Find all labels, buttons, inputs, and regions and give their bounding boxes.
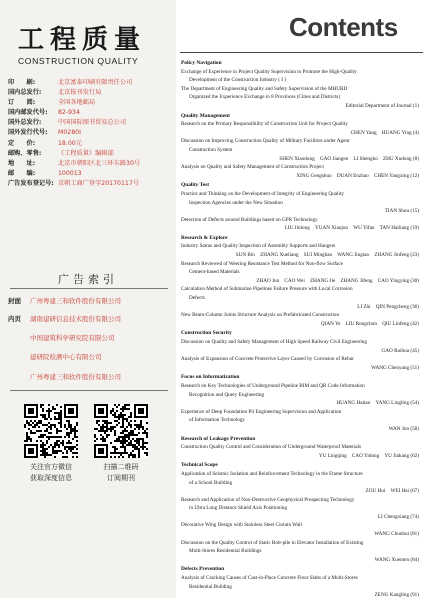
toc-entry-authors: CHEN Yang HUANG Ying (4): [350, 129, 419, 136]
ad-index-value: 广州粤建三和软件股份有限公司: [30, 297, 121, 305]
toc-entry[interactable]: [181, 382, 421, 408]
qr-caption-wechat: 关注官方微信 获取深度信息: [30, 463, 72, 482]
ad-index-row: [8, 333, 115, 342]
toc-entry-authors: WANG Xuemen (84): [374, 556, 419, 563]
toc-entry[interactable]: [181, 443, 421, 460]
toc-section-heading: Quality Management: [181, 112, 230, 119]
publication-label: 邮购、零售:: [8, 149, 42, 157]
table-of-contents: [181, 58, 421, 600]
toc-entry[interactable]: [181, 242, 421, 259]
toc-entry[interactable]: [181, 521, 421, 538]
logo-chinese: 工程质量: [18, 25, 147, 55]
toc-entry-authors: WANG Chunhui (81): [374, 531, 419, 538]
publication-label: 国内总发行:: [8, 89, 42, 97]
toc-section-heading: Defects Prevention: [181, 566, 225, 573]
toc-entry[interactable]: [181, 574, 421, 600]
divider: [10, 288, 168, 289]
toc-entry-authors: GAO Ruihua (45): [381, 347, 419, 354]
toc-entry-authors: XING Gengshun DUAN Enzhao CHEN Yangxing (12): [296, 172, 419, 179]
publication-label: 订 阅:: [8, 99, 36, 107]
toc-entry[interactable]: [181, 311, 421, 328]
toc-entry-title: Construction Quality Control and Consideration of Underground Waterproof Materials: [181, 444, 362, 451]
toc-entry[interactable]: [181, 470, 421, 496]
toc-entry-title: Research Reviewed of Weering Resistance Test Method for Non-flow Surface: [181, 260, 343, 267]
publication-row: [8, 128, 174, 138]
toc-entry-title: Industry Status and Quality Inspection of Assembly Supports and Hangers: [181, 243, 336, 250]
toc-entry-title: of Information Technology: [189, 417, 246, 424]
publication-value: 北京市朝阳区北三环东路30号: [58, 159, 141, 167]
toc-entry-title: Discussion on the Quality Control of Static Bolt-pile in Elevator Installation of Existing: [181, 539, 364, 546]
toc-entry[interactable]: [181, 68, 421, 85]
publication-row: [8, 108, 174, 118]
toc-entry-title: Analysis of Expansion of Concrete Protective Layer Caused by Corrosion of Rebar: [181, 356, 354, 363]
publication-row: [8, 78, 174, 88]
toc-entry-authors: ZENG Kangling (91): [374, 592, 419, 599]
ad-index-row: [8, 296, 121, 305]
publication-label: 国内邮发代号:: [8, 109, 48, 117]
toc-entry-title: of a School Building: [189, 479, 233, 486]
publication-row: [8, 88, 174, 98]
toc-entry[interactable]: [181, 85, 421, 111]
toc-section-heading: Construction Security: [181, 330, 232, 337]
toc-entry-authors: TIAN Shou (15): [384, 208, 419, 215]
publication-value: 100013: [58, 169, 82, 177]
publication-value: 18.00元: [58, 139, 82, 147]
publication-row: [8, 179, 174, 189]
publication-value: 北京富泰印刷有限责任公司: [58, 79, 133, 86]
masthead-column: [0, 0, 176, 598]
toc-entry[interactable]: [181, 190, 421, 216]
toc-entry-authors: QIAN Ye LIU Rongchun QIU Linfeng (42): [320, 320, 419, 327]
toc-entry-title: Research and Application of Non-Destructive Geophysical Prospecting Technology: [181, 496, 355, 503]
toc-entry-title: Residential Building: [189, 583, 232, 590]
toc-entry-title: Exchange of Experience in Project Quality Supervision to Promote the High-Quality: [181, 68, 357, 75]
toc-entry-authors: HUANG Haitao YANG Lingling (54): [336, 400, 419, 407]
toc-entry-title: Defects: [189, 295, 205, 302]
ad-index-value: 中国建筑科学研究院有限公司: [30, 334, 115, 342]
toc-entry[interactable]: [181, 285, 421, 311]
toc-entry-title: New Beam-Column Joints Structure Analysis on Prefabricated Construction: [181, 312, 340, 319]
ad-index-label: 内页: [8, 315, 21, 323]
toc-entry-title: Calculation Method of Submarine Pipelines Failure Pressure with Local Corrosion: [181, 286, 353, 293]
publication-label: 国外发行代号:: [8, 129, 48, 137]
toc-entry[interactable]: [181, 539, 421, 565]
ad-index-value: 广州粤建三和软件股份有限公司: [30, 373, 121, 381]
publication-row: [8, 139, 174, 149]
publication-label: 地 址:: [8, 159, 36, 167]
ad-index-row: [8, 352, 102, 361]
toc-entry-title: Analysis on Quality and Safety Management of Construction Project: [181, 164, 324, 171]
toc-entry-title: The Department of Engineering Quality and Safety Supervision of the MHURD: [181, 85, 348, 92]
divider: [180, 52, 423, 53]
toc-entry-title: Practice and Thinking on the Development of Integrity of Engineering Quality: [181, 190, 344, 197]
toc-entry-authors: WANG Chenyang (51): [371, 364, 419, 371]
toc-entry-title: Analysis of Cracking Causes of Cast-in-Place Concrete Floor Slabs of a Multi-Stores: [181, 575, 358, 582]
publication-value: 《工程质量》编辑部: [58, 149, 114, 157]
contents-column: [176, 0, 427, 598]
publication-label: 邮 编:: [8, 169, 36, 177]
publication-value: 中国国际图书贸易总公司: [58, 119, 127, 127]
publication-row: [8, 169, 174, 179]
toc-entry[interactable]: [181, 338, 421, 355]
toc-entry-authors: ZOU Hui WEI Hai (67): [365, 488, 419, 495]
ad-index-row: [8, 314, 121, 323]
publication-label: 定 价:: [8, 139, 36, 147]
toc-entry-title: Detection of Defects around Buildings based on GPR Technology: [181, 216, 318, 223]
publication-row: [8, 98, 174, 108]
toc-entry[interactable]: [181, 408, 421, 434]
toc-entry[interactable]: [181, 355, 421, 372]
toc-section-heading: Quality Test: [181, 182, 210, 189]
toc-entry-authors: Editorial Department of Journal (1): [345, 102, 419, 109]
toc-entry-authors: LIU Jinlong YUAN Xiaojun WU Yifan TAN Hailiang (19): [284, 225, 419, 232]
toc-entry-title: Multi-Stores Residential Buildings: [189, 548, 262, 555]
logo-english: CONSTRUCTION QUALITY: [18, 56, 139, 66]
toc-entry-title: Cement-based Materials: [189, 269, 240, 276]
ad-index-heading: 广告索引: [58, 273, 118, 286]
toc-entry[interactable]: [181, 216, 421, 233]
publication-row: [8, 118, 174, 128]
ad-index-value: 建研院检测中心有限公司: [30, 353, 102, 361]
ad-index-value: 湖南建研信息技术股份有限公司: [30, 315, 121, 323]
toc-entry-authors: YU Lingqing CAO Yidong YU Jiakang (62): [318, 452, 419, 459]
toc-entry-title: Decorative Wing Design with Stainless Steel Curtain Wall: [181, 522, 302, 529]
publication-row: [8, 159, 174, 169]
toc-entry-title: Development of the Construction Industry ( I ): [189, 77, 286, 84]
publication-label: 广告发布登记号:: [8, 179, 54, 187]
toc-entry-title: Discussion on Improving Construction Quality of Military Facilities under Agent: [181, 138, 350, 145]
toc-entry[interactable]: [181, 260, 421, 286]
publication-value: M0280I: [58, 129, 81, 137]
publication-label: 国外总发行:: [8, 119, 42, 127]
publication-value: 京朝工商广登字20170117号: [58, 179, 139, 187]
toc-entry-authors: LI Zhi QIN Pengcheng (36): [357, 303, 419, 310]
publication-value: 全国各地邮局: [58, 99, 96, 107]
toc-entry-title: Organized the Experience Exchange in 8 Provinces (Cities and Districts): [189, 94, 341, 101]
toc-entry-title: Inspection Agencies under the New Situation: [189, 199, 283, 206]
toc-entry-title: Experience of Deep Foundation Pit Engineering Supervision and Application: [181, 408, 342, 415]
publication-row: [8, 149, 174, 159]
toc-entry-authors: WAN Jun (58): [388, 425, 419, 432]
publication-value: 北京报刊发行局: [58, 89, 102, 97]
toc-section-heading: Research of Leakage Prevention: [181, 435, 256, 442]
qr-caption-subscribe: 扫描二维码 订阅期刊: [103, 463, 139, 482]
toc-entry-authors: LI Chengxiang (74): [377, 513, 419, 520]
toc-entry-title: in Ultra Long Distance Shield Axis Positioning: [189, 505, 287, 512]
toc-entry[interactable]: [181, 120, 421, 137]
toc-entry[interactable]: [181, 163, 421, 180]
subscribe-qr-code[interactable]: [94, 404, 148, 458]
publication-label: 印 刷:: [8, 79, 36, 86]
ad-index-label: 封面: [8, 297, 21, 305]
toc-section-heading: Policy Navigation: [181, 60, 222, 66]
publication-value: 82-934: [58, 109, 80, 117]
toc-entry-title: Discussion on Quality and Safety Management of High Speed Railway Civil Engineering: [181, 339, 367, 345]
wechat-qr-code[interactable]: [24, 404, 78, 458]
divider: [10, 390, 168, 391]
toc-entry-title: Recognition and Query Engineering: [189, 391, 265, 398]
toc-section-heading: Technical Scope: [181, 462, 218, 469]
contents-title: Contents: [289, 12, 398, 42]
toc-entry-authors: SHEN Xiaodong GAO Jiangen LI Shengbo ZHU Xudong (8): [279, 155, 419, 162]
toc-entry-title: Application of Seismic Isolation and Reinforcement Technology in the Frame Structure: [181, 470, 363, 477]
toc-entry-authors: SUN Bin ZHANG Xueliang SUI Minghao WANG Jingtao ZHANG Jinfeng (23): [235, 252, 419, 259]
toc-entry-authors: ZHAO Jun CAO Wei ZHANG Jie ZHANG Jifeng CAO Yingying (30): [256, 277, 419, 284]
toc-entry[interactable]: [181, 496, 421, 522]
publication-info: [8, 78, 174, 189]
toc-entry[interactable]: [181, 137, 421, 163]
toc-entry-title: Research on the Primary Responsibility of Construction Unit for Project Quality: [181, 121, 348, 128]
toc-section-heading: Focus on Informatization: [181, 374, 240, 381]
toc-entry-title: Research on Key Technologies of Underground Pipeline BIM and QR Code Information: [181, 382, 365, 389]
toc-entry-title: Construction System: [189, 146, 233, 153]
toc-section-heading: Research & Explore: [181, 234, 228, 241]
ad-index-row: [8, 372, 121, 381]
journal-logo: [18, 26, 168, 66]
